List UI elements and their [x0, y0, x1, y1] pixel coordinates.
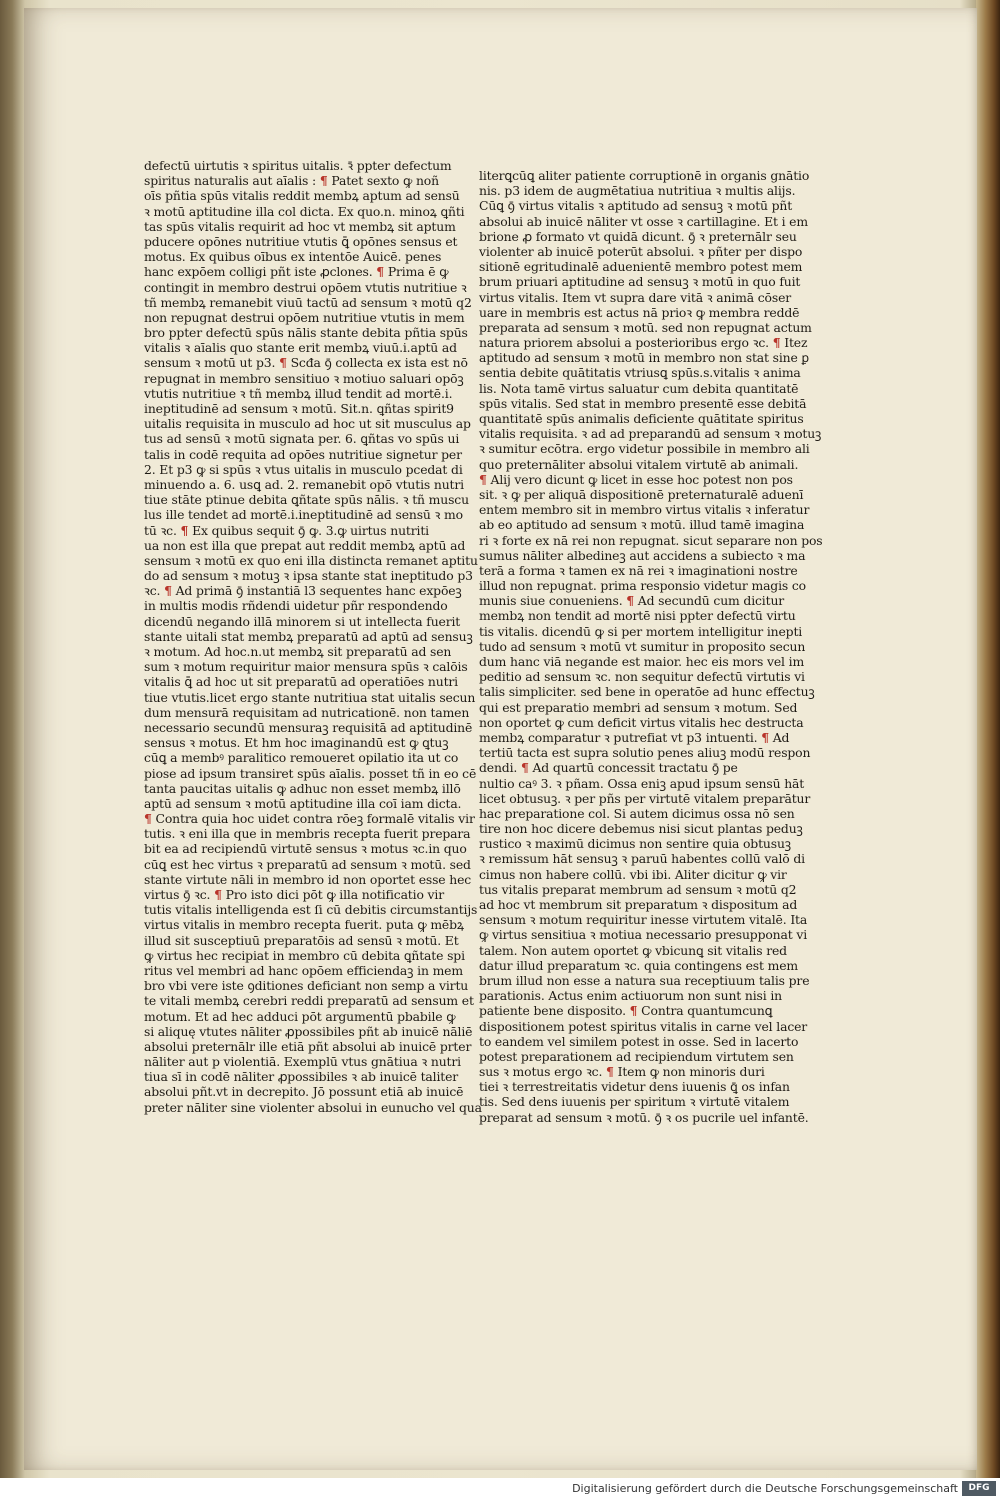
text-line: illud sit susceptiuū preparatōis ad sensū ꝛ motū. Et	[144, 932, 459, 948]
text-line: sit. ꝛ ꝙ per aliquā dispositionē preternaturalē aduenī	[479, 486, 804, 502]
text-line: ¶ Alij vero dicunt ꝙ licet in esse hoc potest non pos	[479, 471, 793, 487]
text-line: uitalis requisita in musculo ad hoc ut sit musculus ap	[144, 416, 471, 432]
text-line: motum. Et ad hec adduci pōt argumentū pbabile ꝙ	[144, 1008, 456, 1024]
text-line: sensum ꝛ motū ex quo eni illa distincta remanet aptitu	[144, 552, 478, 568]
text-line: brum priuari aptitudine ad sensuꝫ ꝛ motū in quo fuit	[479, 274, 801, 290]
rubric-mark: ¶	[520, 760, 529, 776]
text-line: absolui pñt.vt in decrepito. Jō possunt etiā ab inuicē	[144, 1084, 464, 1100]
text-line: ad hoc vt membrum sit preparatum ꝛ dispositum ad	[479, 897, 798, 912]
text-line: talis in codē requita ad opōes nutritiue signetur per	[144, 446, 462, 462]
text-line: vtutis nutritiue ꝛ tñ membꝝ illud tendit ad mortē.i.	[144, 385, 453, 401]
text-line: preter nāliter sine violenter absolui in eunucho vel qua	[144, 1099, 482, 1115]
text-line: oīs pñtia spūs vitalis reddit membꝝ aptum ad sensū	[144, 188, 460, 204]
text-line: natura priorem absolui a posterioribus ergo ꝛc. ¶ Itez	[479, 335, 808, 351]
dfg-logo: DFG	[962, 1481, 996, 1496]
text-line: tus ad sensū ꝛ motū signata per. 6. ꝗñtas vo spūs ui	[144, 431, 460, 447]
text-line: literꝗcūꝗ aliter patiente corruptionē in organis gnātio	[479, 168, 810, 183]
text-line: dum mensurā requisitam ad nutricationē. non tamen	[144, 704, 470, 720]
text-line: quantitatē spūs animalis deficiente quātitate spiritus	[479, 411, 804, 426]
text-line: ab eo aptitudo ad sensum ꝛ motū. illud tamē imagina	[479, 517, 805, 533]
text-line: ꝛ remissum hāt sensuꝫ ꝛ paruū habentes collū valō di	[479, 851, 805, 867]
text-line: ¶ Contra quia hoc uidet contra rōeꝫ formalē vitalis vir	[144, 811, 475, 827]
text-line: do ad sensum ꝛ motuꝫ ꝛ ipsa stante stat ineptitudo p3	[144, 568, 473, 584]
text-line: bit ea ad recipiendū virtutē sensus ꝛ motus ꝛc.in quo	[144, 841, 467, 857]
text-line: datur illud preparatum ꝛc. quia contingens est mem	[479, 957, 799, 973]
text-line: tis vitalis. dicendū ꝙ si per mortem intelligitur inepti	[479, 623, 803, 639]
text-line: repugnat in membro sensitiuo ꝛ motiuo saluari opōꝫ	[144, 370, 464, 386]
text-line: ritus vel membri ad hanc opōem efficiendaꝫ in mem	[144, 962, 463, 978]
text-line: membꝝ non tendit ad mortē nisi ppter defectū virtu	[479, 608, 796, 624]
rubric-mark: ¶	[772, 335, 781, 351]
text-line: motus. Ex quibus oībus ex intentōe Auicē. penes	[144, 249, 442, 265]
text-line: absolui ab inuicē nāliter vt osse ꝛ cartillagine. Et i em	[479, 213, 808, 229]
text-column-right	[479, 168, 823, 1125]
text-line: bro vbi vere iste ꝯditiones deficiant non semp a virtu	[144, 978, 469, 994]
rubric-mark: ¶	[279, 355, 287, 371]
text-line: vitalis ꝗ̄ ad hoc ut sit preparatū ad operatiōes nutri	[144, 674, 458, 690]
text-line: tus vitalis preparat membrum ad sensum ꝛ motū q2	[479, 881, 797, 897]
text-line: dum hanc viā negande est maior. hec eis mors vel im	[479, 654, 805, 669]
text-line: non repugnat destrui opōem nutritiue vtutis in mem	[144, 309, 465, 325]
text-line: sus ꝛ motus ergo ꝛc. ¶ Item ꝙ non minoris duri	[479, 1064, 765, 1080]
text-line: necessario secundū mensuraꝫ requisitā ad aptitudinē	[144, 719, 473, 735]
text-line: ꝛ motū aptitudine illa col dicta. Ex quo.n. minoꝝ ꝗñti	[144, 203, 465, 219]
rubric-mark: ¶	[761, 729, 769, 745]
text-line: 2. Et p3 ꝙ si spūs ꝛ vtus uitalis in musculo pcedat di	[144, 461, 463, 477]
text-line: sumus nāliter albedineꝫ aut accidens a subiecto ꝛ ma	[479, 547, 806, 563]
text-line: brum illud non esse a natura sua receptiuum talis pre	[479, 972, 810, 988]
rubric-mark: ¶	[319, 173, 328, 189]
text-line: non oportet ꝙ cum deficit virtus vitalis hec destructa	[479, 714, 804, 730]
text-line: absolui preternālr ille etiā pñt absolui ab inuicē prter	[144, 1038, 472, 1054]
text-line: tiua sī in codē nāliter ꝓpossibiles ꝛ ab inuicē taliter	[144, 1069, 459, 1085]
text-line: talem. Non autem oportet ꝙ vbicunꝗ sit vitalis red	[479, 942, 787, 958]
text-line: dendi. ¶ Ad quartū concessit tractatu ꝯ̄ pe	[479, 760, 738, 776]
text-line: qui est preparatio membri ad sensum ꝛ motum. Sed	[479, 699, 798, 715]
text-line: ꝛc. ¶ Ad primā ꝯ̄ instantiā l3 sequentes hanc expōeꝫ	[144, 583, 462, 599]
text-line: to eandem vel similem potest in osse. Sed in lacerto	[479, 1033, 799, 1049]
text-line: nultio caꝰ 3. ꝛ pñam. Ossa eniꝫ apud ipsum sensū hāt	[479, 775, 805, 791]
text-line: tñ membꝝ remanebit viuū tactū ad sensum ꝛ motū q2	[144, 294, 472, 310]
text-line: ꝙ virtus hec recipiat in membro cū debita ꝗñtate spi	[144, 947, 465, 963]
text-line: tas spūs vitalis requirit ad hoc vt membꝝ sit aptum	[144, 218, 456, 234]
text-line: sensum ꝛ motum requiritur inesse virtutem vitalē. Ita	[479, 912, 808, 928]
text-line: defectū uirtutis ꝛ spiritus uitalis. ꝛ̄ ppter defectum	[144, 158, 452, 173]
text-line: licet obtusuꝫ. ꝛ per pñs per virtutē vitalem preparātur	[479, 790, 811, 806]
text-column-left	[144, 158, 482, 1115]
text-line: tiue vtutis.licet ergo stante nutritiua stat uitalis secun	[144, 689, 476, 705]
text-line: peditio ad sensum ꝛc. non sequitur defectū virtutis vi	[479, 669, 805, 685]
book-page	[24, 8, 977, 1470]
text-line: sentia debite quātitatis vtriusꝗ spūs.s.vitalis ꝛ anima	[479, 365, 801, 381]
text-line: tis. Sed dens iuuenis per spiritum ꝛ virtutē vitalem	[479, 1094, 790, 1110]
text-line: lus ille tendet ad mortē.i.ineptitudinē ad sensū ꝛ mo	[144, 507, 463, 523]
text-line: rustico ꝛ maximū dicimus non sentire quia obtusuꝫ	[479, 836, 791, 852]
text-line: spiritus naturalis aut aīalis : ¶ Patet sexto ꝙ noñ	[144, 173, 439, 189]
text-line: pducere opōnes nutritiue vtutis ꝗ̄ opōnes sensus et	[144, 233, 458, 249]
text-line: ineptitudinē ad sensum ꝛ motū. Sit.n. ꝗñtas spirit9	[144, 401, 454, 416]
text-line: ua non est illa que prepat aut reddit membꝝ aptū ad	[144, 537, 466, 553]
text-line: aptū ad sensum ꝛ motū aptitudine illa coī iam dicta.	[144, 795, 462, 811]
text-line: dispositionem potest spiritus vitalis in carne vel lacer	[479, 1018, 808, 1034]
text-line: tertiū tacta est supra solutio penes aliuꝫ modū respon	[479, 745, 811, 761]
text-line: in multis modis rñdendi uidetur pñr respondendo	[144, 598, 448, 614]
text-line: cūꝗ est hec virtus ꝛ preparatū ad sensum ꝛ motū. sed	[144, 856, 471, 872]
text-line: virtus vitalis. Item vt supra dare vitā ꝛ animā cōser	[479, 289, 792, 305]
rubric-mark: ¶	[626, 593, 635, 609]
text-line: nāliter aut p violentiā. Exemplū vtus gnātiua ꝛ nutri	[144, 1054, 461, 1070]
text-line: stante uitali stat membꝝ preparatū ad aptū ad sensuꝫ	[144, 628, 473, 644]
text-line: nis. p3 idem de augmētatiua nutritiua ꝛ multis alijs.	[479, 183, 796, 199]
text-line: dicendū negando illā minorem si ut intellecta fuerit	[144, 613, 461, 629]
text-line: cūꝗ a membꝰ paralitico remoueret opilatio ita ut co	[144, 750, 459, 766]
text-line: ꝙ virtus sensitiua ꝛ motiua necessario presupponat vi	[479, 927, 808, 943]
text-line: hanc expōem colligi pñt iste ꝓclones. ¶ Prima ē ꝙ	[144, 264, 449, 280]
text-line: parationis. Actus enim actiuorum non sunt nisi in	[479, 988, 783, 1004]
text-line: virtus ꝯ̄ ꝛc. ¶ Pro isto dici pōt ꝙ illa notificatio vir	[144, 887, 444, 902]
text-line: tū ꝛc. ¶ Ex quibus sequit ꝯ̄ ꝙ. 3.ꝙ uirtus nutriti	[144, 522, 429, 538]
text-line: vitalis requisita. ꝛ ad ad preparandū ad sensum ꝛ motuꝫ	[479, 426, 822, 442]
text-line: entem membro sit in membro virtus vitalis ꝛ inferatur	[479, 502, 810, 518]
text-line: contingit in membro destrui opōem vtutis nutritiue ꝛ	[144, 279, 467, 295]
text-line: munis siue conueniens. ¶ Ad secundū cum dicitur	[479, 593, 785, 609]
rubric-mark: ¶	[376, 264, 385, 280]
text-line: hac preparatione col. Si autem dicimus ossa nō sen	[479, 805, 795, 821]
text-line: cimus non habere collū. vbi ibi. Aliter dicitur ꝙ vir	[479, 866, 787, 882]
text-line: tiei ꝛ terrestreitatis videtur dens iuuenis ꝗ̄ os infan	[479, 1079, 790, 1095]
text-line: ꝛ sumitur ecōtra. ergo videtur possibile in membro ali	[479, 441, 810, 457]
text-line: vitalis ꝛ aīalis quo stante erit membꝝ viuū.i.aptū ad	[144, 340, 457, 356]
text-line: preparat ad sensum ꝛ motū. ꝯ̄ ꝛ os pucrile uel infantē.	[479, 1109, 809, 1125]
text-line: brione ꝓ formato vt quidā dicunt. ꝯ̄ ꝛ preternālr seu	[479, 228, 797, 244]
rubric-mark: ¶	[606, 1064, 614, 1080]
text-line: tanta paucitas uitalis ꝙ adhuc non esset membꝝ illō	[144, 780, 461, 796]
text-line: sensus ꝛ motus. Et hm hoc imaginandū est ꝙ ꝗtuꝫ	[144, 735, 449, 751]
text-line: lis. Nota tamē virtus saluatur cum debita quantitatē	[479, 380, 799, 396]
text-line: ri ꝛ forte ex nā rei non repugnat. sicut separare non pos	[479, 532, 823, 548]
text-line: te vitali membꝝ cerebri reddi preparatū ad sensum et	[144, 993, 474, 1009]
text-line: virtus vitalis in membro recepta fuerit. puta ꝙ mēbꝝ	[144, 917, 464, 933]
text-line: spūs vitalis. Sed stat in membro presentē esse debitā	[479, 395, 807, 411]
text-line: talis simpliciter. sed bene in operatōe ad hunc effectuꝫ	[479, 684, 815, 700]
text-line: sum ꝛ motum requiritur maior mensura spūs ꝛ calōis	[144, 659, 468, 675]
text-line: ꝛ motum. Ad hoc.n.ut membꝝ sit preparatū ad sen	[144, 644, 452, 659]
text-line: tiue stāte ptinue debita ꝗñtate spūs nālis. ꝛ tñ muscu	[144, 492, 469, 508]
text-line: patiente bene disposito. ¶ Contra quantumcunꝗ	[479, 1003, 773, 1019]
rubric-mark: ¶	[144, 811, 152, 827]
text-line: tudo ad sensum ꝛ motū vt sumitur in proposito secun	[479, 638, 806, 654]
book-edge	[976, 0, 1000, 1478]
text-line: sitionē egritudinalē aduenientē membro potest mem	[479, 259, 803, 275]
text-line: aptitudo ad sensum ꝛ motū in membro non stat sine ꝑ	[479, 350, 809, 366]
rubric-mark: ¶	[479, 471, 487, 487]
footer-bar	[0, 1478, 1000, 1500]
text-line: tire non hoc dicere debemus nisi sicut plantas peduꝫ	[479, 821, 803, 837]
text-line: uare in membris est actus nā prioꝛ ꝙ membra reddē	[479, 304, 800, 320]
funding-credit: Digitalisierung gefördert durch die Deutsche Forschungsgemeinschaft	[572, 1482, 958, 1495]
rubric-mark: ¶	[629, 1003, 638, 1019]
text-line: preparata ad sensum ꝛ motū. sed non repugnat actum	[479, 319, 812, 335]
text-line: piose ad ipsum transiret spūs aīalis. posset tñ in eo cē	[144, 765, 477, 781]
text-line: sensum ꝛ motū ut p3. ¶ Scđa ꝯ̄ collecta ex ista est nō	[144, 355, 468, 371]
text-line: minuendo a. 6. usꝗ ad. 2. remanebit opō vtutis nutri	[144, 476, 464, 492]
text-line: quo preternāliter absolui vitalem virtutē ab animali.	[479, 456, 799, 472]
rubric-mark: ¶	[180, 522, 189, 538]
text-line: Cūꝗ ꝯ̄ virtus vitalis ꝛ aptitudo ad sensuꝫ ꝛ motū pñt	[479, 198, 793, 214]
rubric-mark: ¶	[214, 887, 222, 902]
text-line: tutis. ꝛ eni illa que in membris recepta fuerit prepara	[144, 826, 471, 842]
rubric-mark: ¶	[164, 583, 172, 599]
text-line: violenter ab inuicē poterūt absolui. ꝛ pñter per dispo	[479, 243, 803, 259]
text-line: tutis vitalis intelligenda est ſi cū debitis circumstantijs	[144, 902, 478, 918]
text-line: potest preparationem ad recipiendum virtutem sen	[479, 1048, 794, 1064]
text-line: terā a forma ꝛ tamen ex nā rei ꝛ imaginationi nostre	[479, 562, 798, 578]
text-line: illud non repugnat. prima responsio videtur magis co	[479, 578, 806, 594]
text-line: membꝝ comparatur ꝛ putrefiat vt p3 intuenti. ¶ Ad	[479, 729, 790, 745]
text-line: si aliquę vtutes nāliter ꝓpossibiles pñt ab inuicē nāliē	[144, 1023, 473, 1039]
text-line: stante virtute nāli in membro id non oportet esse hec	[144, 871, 472, 887]
text-line: bro ppter defectū spūs nālis stante debita pñtia spūs	[144, 325, 468, 341]
